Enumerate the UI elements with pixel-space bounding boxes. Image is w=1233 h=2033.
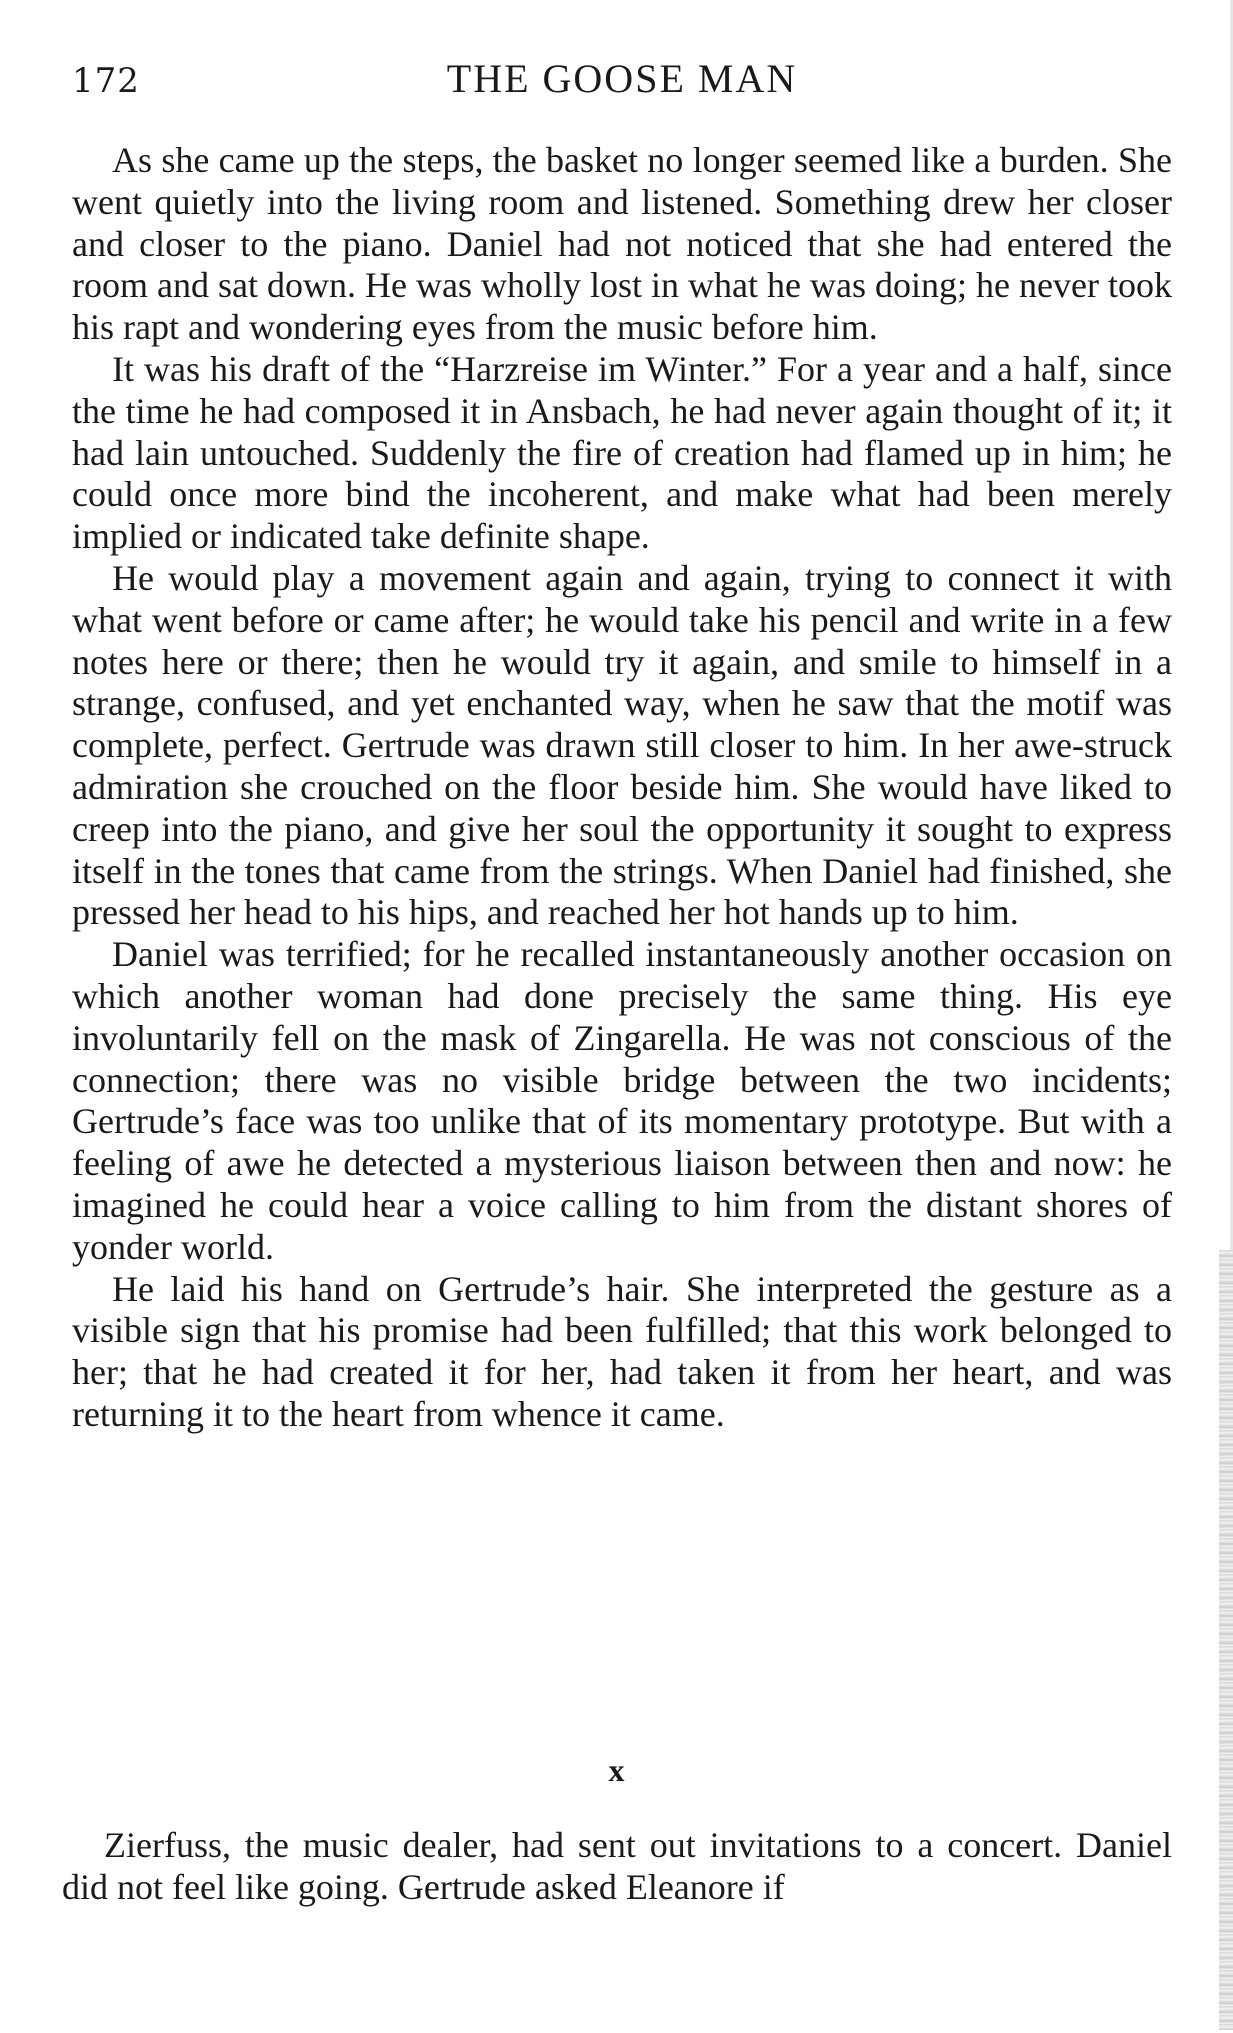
paragraph: Zierfuss, the music dealer, had sent out invitations to a concert. Daniel did not feel like going. Gertrude asked Eleanore if (62, 1825, 1172, 1907)
paragraph: He would play a movement again and again, trying to connect it with what went before or came after; he would take his pencil and write in a few notes here or there; then he would try it again, and smile to himself in a strange, confused, and yet enchanted way, when he saw that the motif was complete, perfect. Gertrude was drawn still closer to him. In her awe-struck admiration she crouched on the floor beside him. She would have liked to creep into the piano, and give her soul the opportunity it sought to express itself in the tones that came from the strings. When Daniel had finished, she pressed her head to his hips, and reached her hot hands up to him. (72, 557, 1172, 933)
paragraph: Daniel was terrified; for he recalled instantaneously another occasion on which another woman had done precisely the same thing. His eye involuntarily fell on the mask of Zingarella. He was not conscious of the connection; there was no visible bridge between the two incidents; Gertrude’s face was too unlike that of its momentary prototype. But with a feeling of awe he detected a mysterious liaison between then and now: he imagined he could hear a voice calling to him from the distant shores of yonder world. (72, 934, 1172, 1267)
paragraph: It was his draft of the “Harzreise im Winter.” For a year and a half, since the time he had composed it in Ansbach, he had never again thought of it; it had lain untouched. Suddenly the fire of creation had flamed up in him; he could once more bind the incoherent, and make what had been merely implied or indicated take definite shape. (72, 348, 1172, 557)
next-section-text (62, 1825, 1172, 1909)
section-numeral: x (608, 1752, 625, 1788)
body-text (72, 140, 1172, 1436)
paragraph: He laid his hand on Gertrude’s hair. She interpreted the gesture as a visible sign that his promise had been fulfilled; that this work belonged to her; that he had created it for her, had taken it from her heart, and was returning it to the heart from whence it came. (72, 1268, 1172, 1434)
running-head (72, 55, 1172, 115)
paragraph: As she came up the steps, the basket no longer seemed like a burden. She went quietly into the living room and listened. Something drew her closer and closer to the piano. Daniel had not noticed that she had entered the room and sat down. He was wholly lost in what he was doing; he never took his rapt and wondering eyes from the music before him. (72, 140, 1172, 348)
running-title: THE GOOSE MAN (446, 56, 798, 101)
page-number: 172 (72, 61, 140, 101)
page-edge-texture (1219, 1250, 1233, 2030)
